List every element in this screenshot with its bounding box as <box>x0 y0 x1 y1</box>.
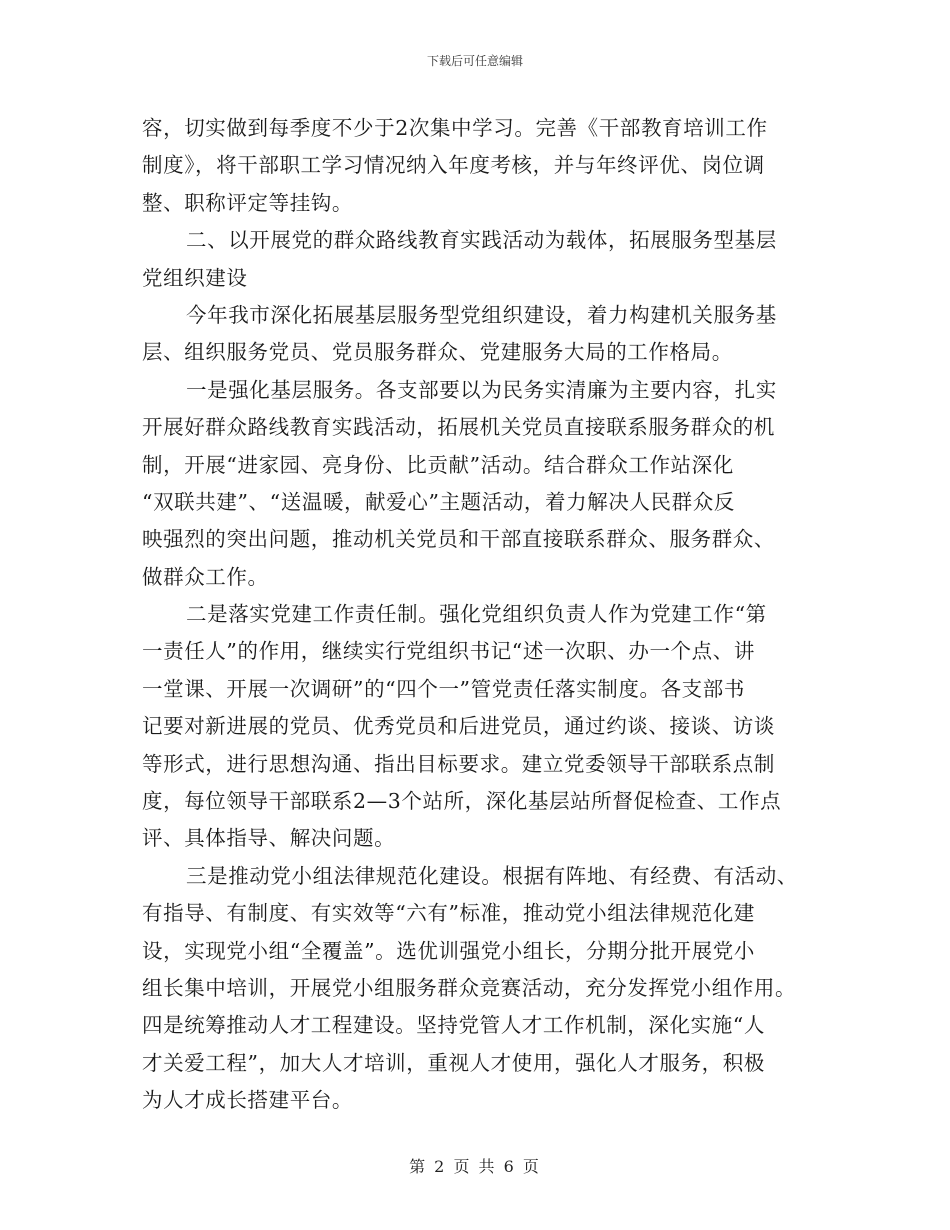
text-line: 今年我市深化拓展基层服务型党组织建设，着力构建机关服务基 <box>186 302 777 327</box>
text-line: “双联共建”、“送温暖，献爱心”主题活动，着力解决人民群众反 <box>142 489 735 514</box>
section-heading-line: 党组织建设 <box>142 265 248 290</box>
text-line: 整、职称评定等挂钩。 <box>142 190 353 215</box>
text-line: 才关爱工程”，加大人才培训，重视人才使用，强化人才服务，积极 <box>142 1050 765 1075</box>
text-line: 层、组织服务党员、党员服务群众、党建服务大局的工作格局。 <box>142 340 733 365</box>
document-body <box>142 110 810 1120</box>
text-line: 做群众工作。 <box>142 564 269 589</box>
text-line: 容，切实做到每季度不少于2次集中学习。完善《干部教育培训工作 <box>142 116 768 140</box>
text-line: 一堂课、开展一次调研”的“四个一”管党责任落实制度。各支部书 <box>142 676 745 701</box>
text-line: 三是推动党小组法律规范化建设。根据有阵地、有经费、有活动、 <box>186 863 798 888</box>
text-line: 评、具体指导、解决问题。 <box>142 826 396 851</box>
page-number-footer: 第 2 页 共 6 页 <box>409 1157 541 1176</box>
text-line: 度，每位领导干部联系2—3个站所，深化基层站所督促检查、工作点 <box>142 789 782 814</box>
text-line: 四是统筹推动人才工程建设。坚持党管人才工作机制，深化实施“人 <box>142 1013 765 1038</box>
text-line: 开展好群众路线教育实践活动，拓展机关党员直接联系服务群众的机 <box>142 415 775 440</box>
text-line: 为人才成长搭建平台。 <box>142 1088 353 1113</box>
text-line: 设，实现党小组“全覆盖”。选优训强党小组长，分期分批开展党小 <box>142 938 755 963</box>
page-header: 下载后可任意编辑 <box>426 54 523 68</box>
text-line: 一责任人”的作用，继续实行党组织书记“述一次职、办一个点、讲 <box>142 639 755 664</box>
text-line: 有指导、有制度、有实效等“六有”标准，推动党小组法律规范化建 <box>142 901 755 926</box>
text-line: 一是强化基层服务。各支部要以为民务实清廉为主要内容，扎实 <box>186 377 777 402</box>
text-line: 组长集中培训，开展党小组服务群众竞赛活动，充分发挥党小组作用。 <box>142 975 797 1000</box>
text-line: 制度》，将干部职工学习情况纳入年度考核，并与年终评优、岗位调 <box>142 153 765 178</box>
text-line: 等形式，进行思想沟通、指出目标要求。建立党委领导干部联系点制 <box>142 751 775 776</box>
text-line: 映强烈的突出问题，推动机关党员和干部直接联系群众、服务群众、 <box>142 527 775 552</box>
text-line: 二是落实党建工作责任制。强化党组织负责人作为党建工作“第 <box>186 602 767 627</box>
section-heading-line: 二、以开展党的群众路线教育实践活动为载体，拓展服务型基层 <box>186 228 777 253</box>
text-line: 制，开展“进家园、亮身份、比贡献”活动。结合群众工作站深化 <box>142 452 734 477</box>
text-line: 记要对新进展的党员、优秀党员和后进党员，通过约谈、接谈、访谈 <box>142 714 775 739</box>
